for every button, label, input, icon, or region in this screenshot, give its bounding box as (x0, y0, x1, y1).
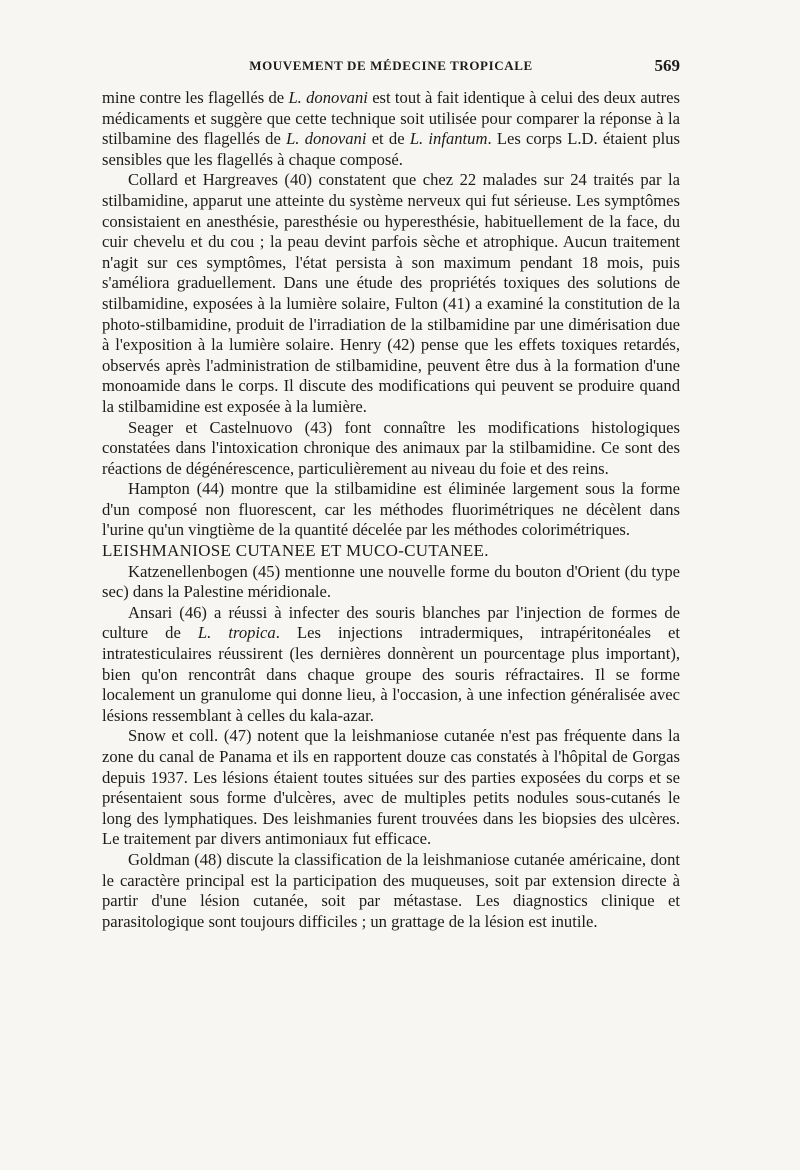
section-heading: LEISHMANIOSE CUTANEE ET MUCO-CUTANEE. (102, 541, 489, 561)
species-name: L. infantum (409, 129, 488, 149)
text-run: est tout à fait identique à celui des deux autres médicaments et suggère que cette technique soit utilisée pour comparer la réponse à la stilbamine des flagellés de (102, 88, 680, 149)
paragraph-4: Hampton (44) montre que la stilbamidine est éliminée largement sous la forme d'un composé non fluorescent, car les méthodes fluorimétriques ne décèlent dans l'urine qu'un vingtième de la quantité décelée par les méthodes colorimétriques. (102, 479, 680, 540)
paragraph-5: Katzenellenbogen (45) mentionne une nouvelle forme du bouton d'Orient (du type sec) dans la Palestine méridionale. (102, 561, 680, 602)
running-head (102, 56, 680, 80)
paragraph-1 (102, 88, 680, 170)
paragraph-7: Snow et coll. (47) notent que la leishmaniose cutanée n'est pas fréquente dans la zone du canal de Panama et ils en rapportent douze cas constatés à l'hôpital de Gorgas depuis 1937. Les lésions étaient toutes situées sur des parties exposées du corps et se présentaient sous forme d'ulcères, avec de multiples petits nodules sous-cutanés le long des lymphatiques. Des leishmanies furent trouvées dans les biopsies des ulcères. Le traitement par divers antimoniaux fut efficace. (102, 726, 680, 849)
species-name: L. tropica (197, 623, 276, 643)
paragraph-8: Goldman (48) discute la classification de la leishmaniose cutanée américaine, dont le caractère principal est la participation des muqueuses, soit par extension directe à partir d'une lésion cutanée, soit par métastase. Les diagnostics clinique et parasitologique sont toujours difficiles ; un grattage de la lésion est inutile. (102, 849, 680, 931)
text-run: et de (366, 129, 410, 149)
text-run: . Les corps L.D. étaient plus sensibles que les flagellés à chaque composé. (102, 129, 680, 169)
page-number: 569 (654, 56, 680, 75)
paragraph-6 (102, 603, 680, 727)
species-name: L. donovani (286, 129, 367, 149)
text-run: mine contre les flagellés de (102, 88, 289, 107)
body-text (102, 88, 680, 932)
text-run: Ansari (46) a réussi à infecter des souris blanches par l'injection de formes de culture de (102, 602, 680, 643)
paragraph-3: Seager et Castelnuovo (43) font connaître les modifications histologiques constatées dans l'intoxication chronique des animaux par la stilbamidine. Ce sont des réactions de dégénérescence, particulièrement au niveau du foie et des reins. (102, 417, 680, 478)
text-run: . Les injections intradermiques, intrapéritonéales et intratesticulaires réussirent (les dernières donnèrent un pourcentage plus important), bien qu'on rencontrât dans chaque groupe des souris réfractaires. Il se forme localement un granulome qui donne lieu, à l'occasion, à une infection généralisée avec lésions ressemblant à celles du kala-azar. (102, 623, 681, 725)
species-name: L. donovani (288, 88, 368, 107)
running-title: MOUVEMENT DE MÉDECINE TROPICALE (249, 58, 533, 73)
paragraph-2: Collard et Hargreaves (40) constatent que chez 22 malades sur 24 traités par la stilbamidine, apparut une atteinte du système nerveux qui fut sérieuse. Les symptômes consistaient en anesthésie, paresthésie ou hyperesthésie, habituellement de la face, du cuir chevelu et du cou ; la peau devint parfois sèche et atrophique. Aucun traitement n'agit sur ces symptômes, l'état persista à son maximum pendant 18 mois, puis s'améliora graduellement. Dans une étude des propriétés toxiques des solutions de stilbamidine, exposées à la lumière solaire, Fulton (41) a examiné la constitution de la photo-stilbamidine, produit de l'irradiation de la stilbamidine par une dimérisation due à l'exposition à la lumière solaire. Henry (42) pense que les effets toxiques retardés, observés après l'administration de stilbamidine, peuvent être dus à la formation d'une monoamide dans le corps. Il discute des modifications qui peuvent se produire quand la stilbamidine est exposée à la lumière. (102, 170, 680, 416)
